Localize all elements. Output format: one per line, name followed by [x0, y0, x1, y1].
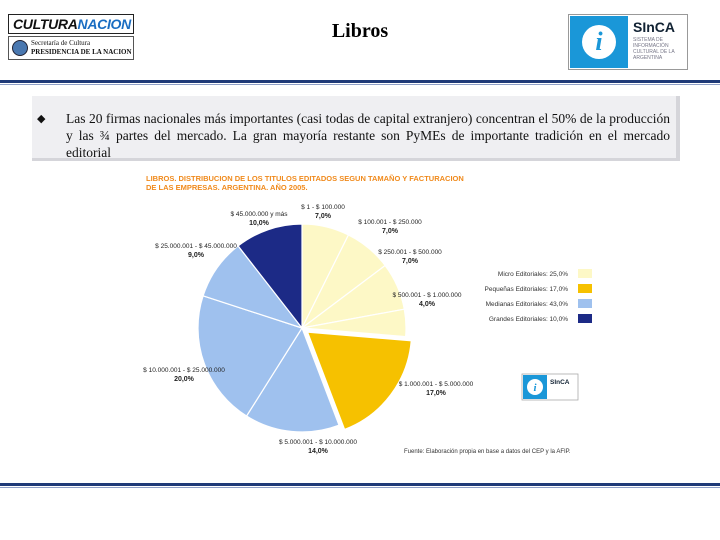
- legend-swatch: [578, 269, 592, 278]
- slice-value-label: 4,0%: [419, 301, 435, 308]
- mini-logo-name: SInCA: [550, 379, 570, 386]
- sinca-subtitle: SISTEMA DE INFORMACIÓN CULTURAL DE LA ARGENTINA: [633, 37, 675, 61]
- sinca-name: SInCA: [633, 19, 675, 35]
- legend-label: Medianas Editoriales: 43,0%: [485, 301, 568, 308]
- logo-line-2: PRESIDENCIA DE LA NACION: [31, 48, 132, 56]
- slice-value-label: 20,0%: [174, 376, 194, 383]
- slice-value-label: 7,0%: [315, 213, 331, 220]
- slice-value-label: 14,0%: [308, 448, 328, 455]
- bullet-text: Las 20 firmas nacionales más importantes (casi todas de capital extranjero) concentran el 50% de la producción y las ¾ partes del mercado. La gran mayoría restante son PyMEs de importante tradición en el mercado editorial: [66, 111, 670, 160]
- slice-value-label: 9,0%: [188, 252, 204, 259]
- slice-value-label: 17,0%: [426, 390, 446, 397]
- legend-swatch: [578, 314, 592, 323]
- pie-chart: [140, 168, 600, 468]
- logo-brand-text: CULTURANACION: [13, 16, 131, 32]
- legend-swatch: [578, 299, 592, 308]
- slice-range-label: $ 25.000.001 - $ 45.000.000: [155, 243, 237, 250]
- slice-value-label: 7,0%: [382, 228, 398, 235]
- top-rule-thin: [0, 84, 720, 85]
- legend-swatch: [578, 284, 592, 293]
- bullet-diamond-icon: ◆: [37, 113, 46, 125]
- slice-range-label: $ 45.000.000 y más: [230, 211, 288, 218]
- bottom-rule: [0, 483, 720, 486]
- slice-value-label: 7,0%: [402, 258, 418, 265]
- top-rule: [0, 80, 720, 83]
- chart-title-line-2: DE LAS EMPRESAS. ARGENTINA. AÑO 2005.: [146, 183, 308, 192]
- slice-range-label: $ 10.000.001 - $ 25.000.000: [143, 367, 225, 374]
- slice-range-label: $ 1.000.001 - $ 5.000.000: [398, 381, 474, 388]
- slice-range-label: $ 1 - $ 100.000: [301, 204, 345, 211]
- logo-line-1: Secretaría de Cultura: [31, 39, 91, 47]
- chart-source-note: Fuente: Elaboración propia en base a datos del CEP y la AFIP.: [404, 449, 571, 455]
- chart-title-line-1: LIBROS. DISTRIBUCION DE LOS TITULOS EDITADOS SEGUN TAMAÑO Y FACTURACION: [146, 174, 464, 183]
- sinca-logo: [568, 14, 688, 70]
- slice-range-label: $ 250.001 - $ 500.000: [378, 249, 442, 256]
- page-title: Libros: [331, 20, 389, 42]
- slice-range-label: $ 5.000.001 - $ 10.000.000: [278, 439, 358, 446]
- mini-logo-glyph: i: [533, 382, 537, 394]
- legend-label: Pequeñas Editoriales: 17,0%: [484, 286, 568, 293]
- bottom-rule-thin: [0, 487, 720, 488]
- legend-label: Micro Editoriales: 25,0%: [497, 271, 568, 278]
- slice-range-label: $ 100.001 - $ 250.000: [358, 219, 422, 226]
- info-icon: i: [570, 16, 628, 68]
- legend-label: Grandes Editoriales: 10,0%: [488, 316, 568, 323]
- slice-value-label: 10,0%: [249, 220, 269, 227]
- slice-range-label: $ 500.001 - $ 1.000.000: [392, 292, 462, 299]
